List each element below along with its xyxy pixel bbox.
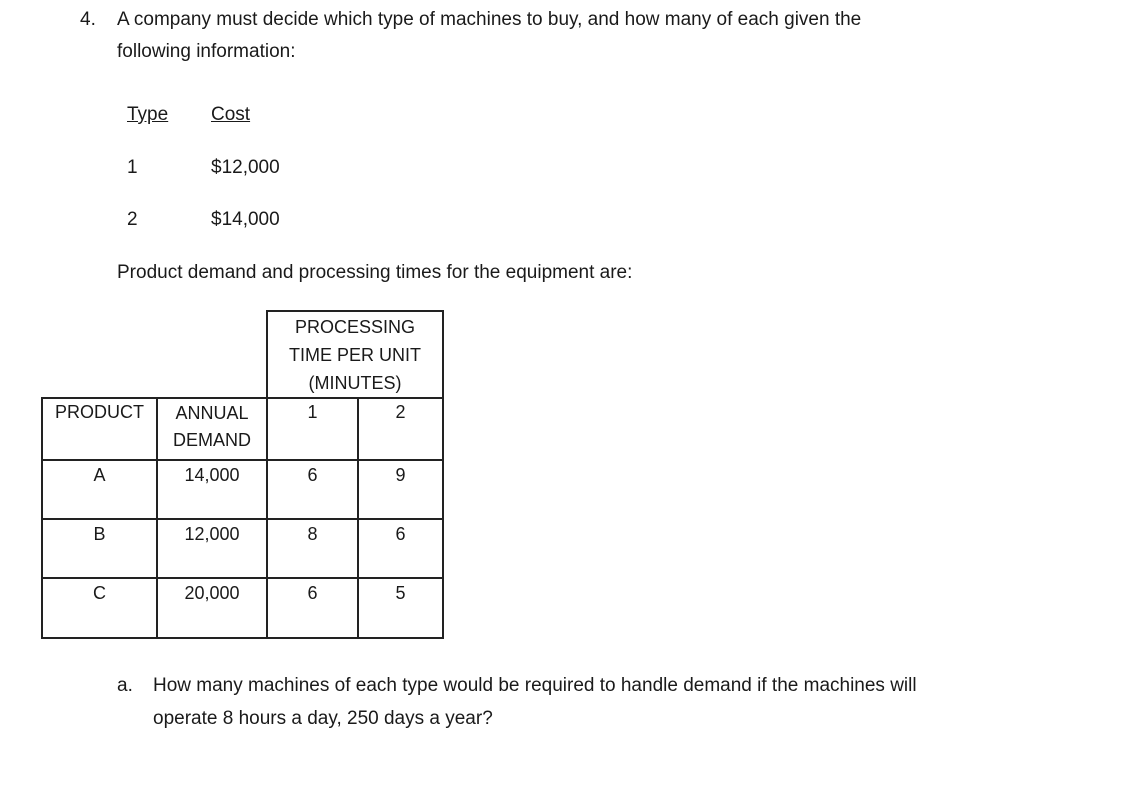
col-header-product: PRODUCT — [42, 398, 157, 460]
question-text-line1: A company must decide which type of machines to buy, and how many of each given the — [117, 9, 862, 30]
cell-product: A — [42, 460, 157, 519]
question-text-line2: following information: — [117, 41, 296, 62]
processing-header-line2: TIME PER UNIT — [288, 345, 421, 365]
cell-machine1: 6 — [267, 460, 358, 519]
table-row — [42, 519, 443, 578]
col-header-demand-line2: DEMAND — [172, 430, 251, 450]
cell-product: C — [42, 578, 157, 638]
col-header-machine1: 1 — [267, 398, 358, 460]
cost-header-cost: Cost — [211, 104, 251, 125]
cell-machine1: 6 — [267, 578, 358, 638]
subquestion-line2: operate 8 hours a day, 250 days a year? — [153, 708, 493, 729]
table-row — [42, 460, 443, 519]
demand-intro: Product demand and processing times for the equipment are: — [117, 262, 633, 283]
processing-table — [41, 310, 444, 639]
cost-row-type: 1 — [127, 157, 138, 178]
subquestion-line1: How many machines of each type would be required to handle demand if the machines will — [153, 675, 917, 696]
cost-row-cost: $12,000 — [211, 157, 280, 178]
processing-header-line1: PROCESSING — [294, 317, 416, 337]
cell-machine2: 5 — [358, 578, 443, 638]
cell-machine2: 6 — [358, 519, 443, 578]
cost-row-type: 2 — [127, 209, 138, 230]
cell-demand: 20,000 — [157, 578, 267, 638]
col-header-machine2: 2 — [358, 398, 443, 460]
cost-header-type: Type — [127, 104, 169, 125]
processing-group-header — [267, 311, 443, 398]
cell-demand: 14,000 — [157, 460, 267, 519]
subquestion-label: a. — [117, 675, 133, 696]
cell-machine2: 9 — [358, 460, 443, 519]
table-row — [42, 578, 443, 638]
question-number: 4. — [80, 9, 96, 30]
processing-header-line3: (MINUTES) — [308, 373, 402, 393]
col-header-demand — [157, 398, 267, 460]
cell-demand: 12,000 — [157, 519, 267, 578]
cell-product: B — [42, 519, 157, 578]
cell-machine1: 8 — [267, 519, 358, 578]
cost-row-cost: $14,000 — [211, 209, 280, 230]
col-header-demand-line1: ANNUAL — [175, 403, 249, 423]
